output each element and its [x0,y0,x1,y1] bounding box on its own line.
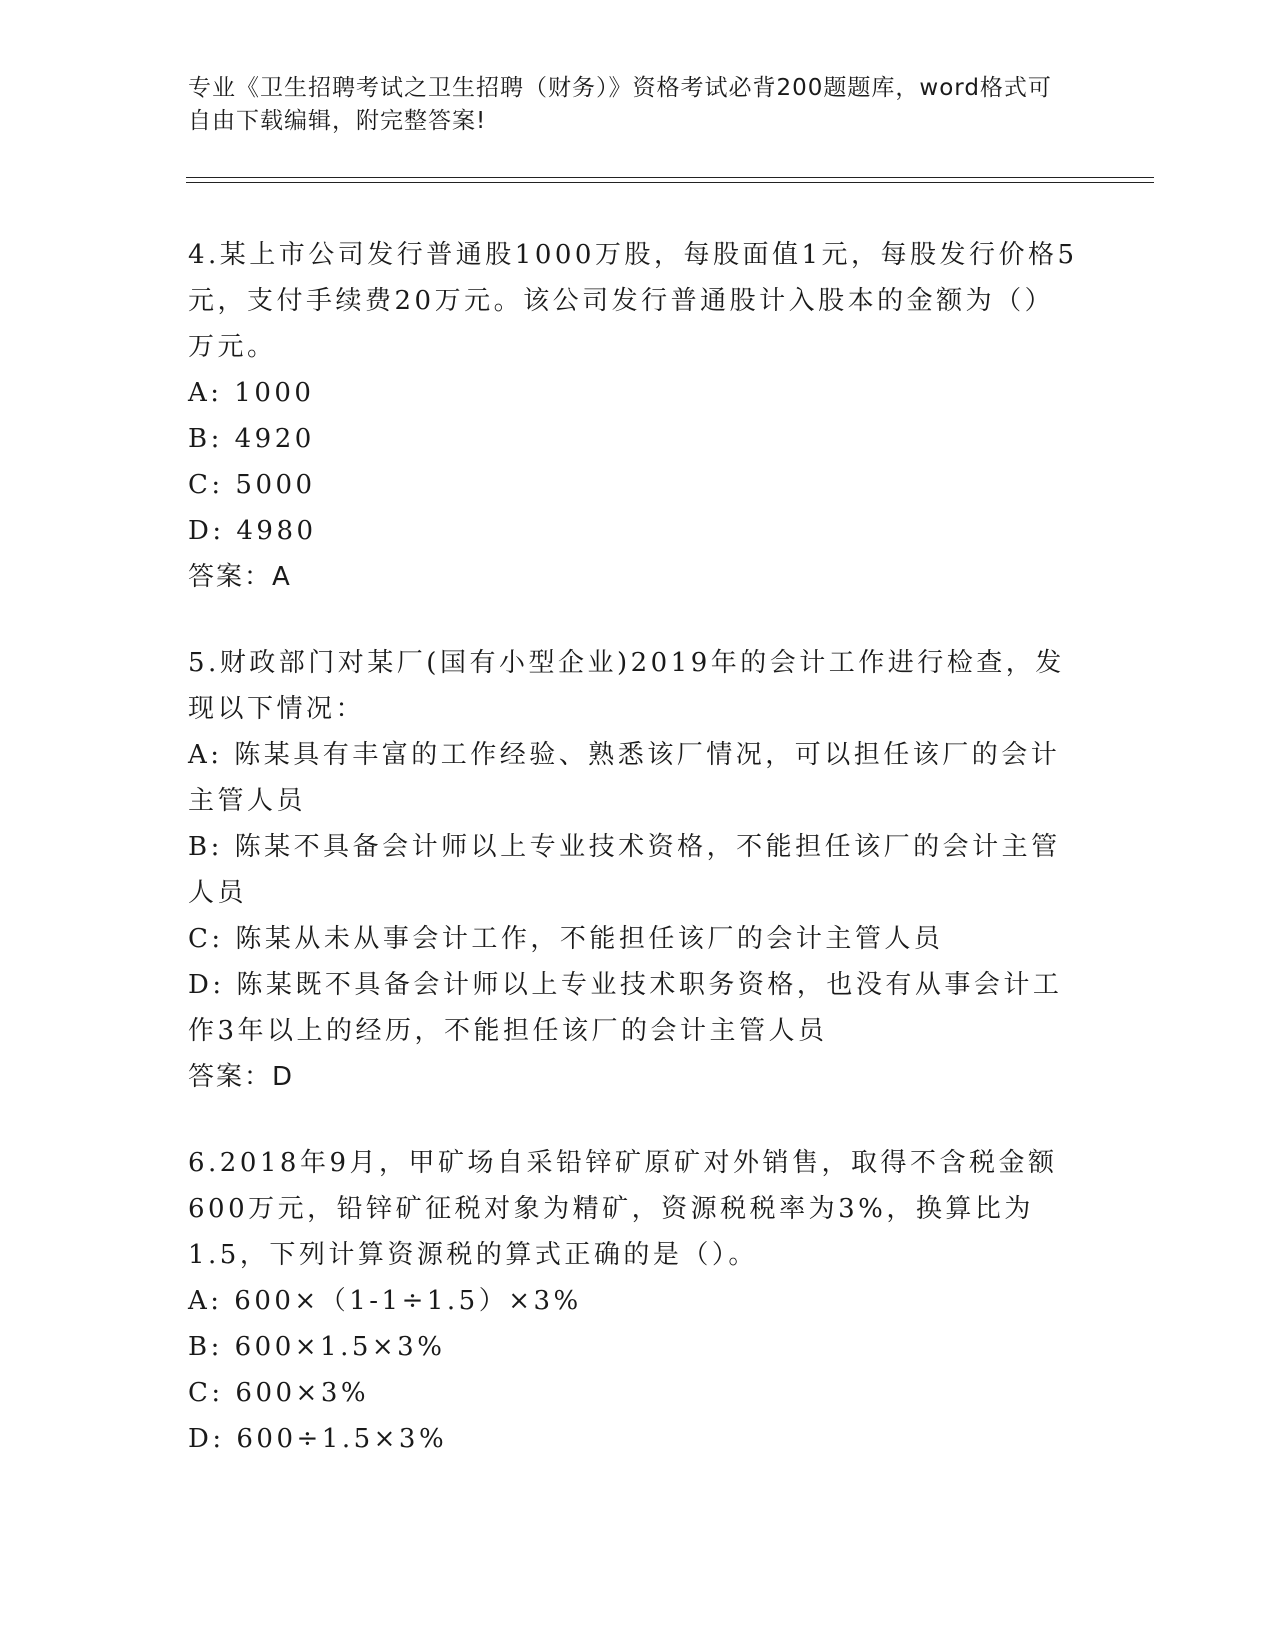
question-5 [188,640,1083,1100]
question-list [188,232,1083,1502]
document-header: 专业《卫生招聘考试之卫生招聘（财务）》资格考试必背200题题库，word格式可自由下载编辑，附完整答案! [188,75,1052,134]
option-b: B: 陈某不具备会计师以上专业技术资格，不能担任该厂的会计主管人员 [188,832,1061,908]
question-text: 6.2018年9月，甲矿场自采铅锌矿原矿对外销售，取得不含税金额600万元，铅锌矿征税对象为精矿，资源税税率为3%，换算比为1.5，下列计算资源税的算式正确的是（）。 [188,1148,1058,1270]
option-a: A: 1000 [188,378,315,408]
header-divider [186,177,1154,183]
question-text: 5.财政部门对某厂(国有小型企业)2019年的会计工作进行检查，发现以下情况： [188,648,1065,724]
answer: 答案：A [188,562,292,592]
answer: 答案：D [188,1062,295,1092]
option-d: D: 600÷1.5×3% [188,1424,448,1454]
option-c: C: 陈某从未从事会计工作，不能担任该厂的会计主管人员 [188,924,944,954]
option-c: C: 5000 [188,470,316,500]
question-6 [188,1140,1083,1462]
option-a: A: 陈某具有丰富的工作经验、熟悉该厂情况，可以担任该厂的会计主管人员 [188,740,1061,816]
option-b: B: 600×1.5×3% [188,1332,446,1362]
question-text: 4.某上市公司发行普通股1000万股，每股面值1元，每股发行价格5元，支付手续费20万元。该公司发行普通股计入股本的金额为（）万元。 [188,240,1078,362]
option-c: C: 600×3% [188,1378,370,1408]
option-d: D: 陈某既不具备会计师以上专业技术职务资格，也没有从事会计工作3年以上的经历，不能担任该厂的会计主管人员 [188,970,1063,1046]
option-b: B: 4920 [188,424,315,454]
option-d: D: 4980 [188,516,317,546]
option-a: A: 600×（1-1÷1.5）×3% [188,1286,582,1316]
question-4 [188,232,1083,600]
